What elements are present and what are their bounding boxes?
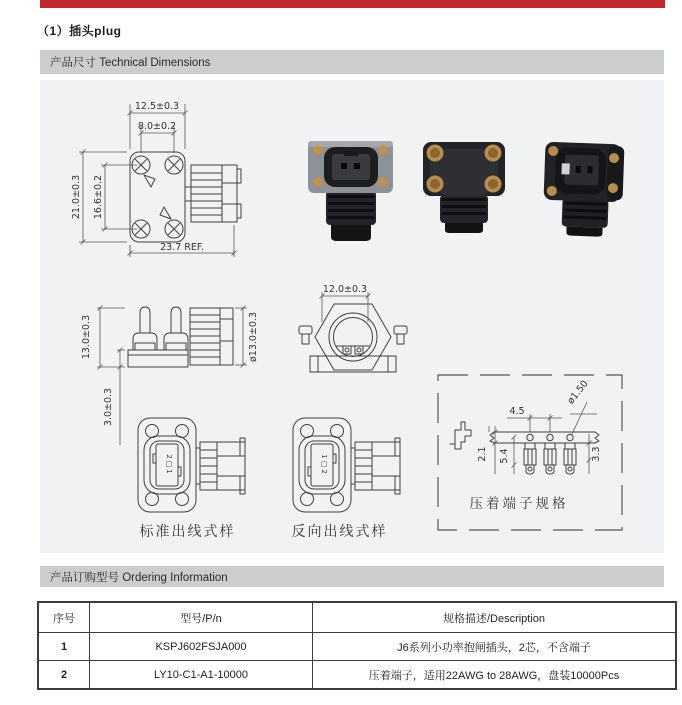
dim-terminal-length-a: 5.4 [499, 448, 510, 464]
page-title: （1）插头plug [37, 24, 122, 38]
standard-pin-marks: 2□1 [165, 454, 173, 476]
dim-side-diameter: ø13.0±0.3 [248, 311, 259, 363]
dim-terminal-hole: ø1.50 [565, 378, 591, 407]
header-description: 规格描述/Description [313, 602, 677, 633]
product-photo-back [418, 137, 510, 235]
dim-width-outer: 12.5±0.3 [134, 101, 180, 112]
dim-side-standoff: 3.0±0.3 [103, 387, 114, 427]
standard-outlet-caption: 标准出线式样 [139, 524, 236, 540]
row1-serial-no: 1 [38, 633, 90, 661]
table-row [38, 661, 676, 690]
dim-top-width: 12.0±0.3 [322, 284, 368, 295]
section-title-dimensions: 产品尺寸 Technical Dimensions [50, 57, 211, 69]
header-part-number: 型号/P/n [90, 602, 313, 633]
dim-width-ref: 23.7 REF. [160, 242, 204, 253]
front-view-drawing [60, 95, 275, 265]
section-title-ordering: 产品订购型号 Ordering Information [50, 571, 228, 584]
dim-terminal-strip-width: 2.1 [477, 446, 488, 462]
reverse-outlet-caption: 反向出线式样 [291, 524, 388, 540]
row1-description: J6系列小功率抱闸插头，2芯，不含端子 [313, 633, 677, 661]
dim-height-outer: 21.0±0.3 [71, 174, 82, 220]
reverse-outlet-drawing [280, 412, 410, 517]
dim-terminal-pitch: 4.5 [509, 406, 525, 417]
section-header-technical-dimensions [40, 50, 664, 74]
ordering-table-header-row [38, 602, 676, 633]
row2-part-number: LY10-C1-A1-10000 [90, 661, 313, 690]
top-view-drawing [298, 280, 408, 408]
product-photo-front [298, 133, 403, 248]
ordering-table [37, 601, 677, 690]
dim-width-inner: 8.0±0.2 [137, 121, 177, 132]
top-accent-bar [40, 0, 665, 8]
section-header-ordering-information [40, 566, 664, 587]
row2-description: 压着端子，适用22AWG to 28AWG，盘装10000Pcs [313, 661, 677, 690]
table-row [38, 633, 676, 661]
standard-outlet-drawing [125, 412, 255, 517]
product-photo-angle [537, 137, 627, 239]
terminal-spec-caption: 压着端子规格 [469, 496, 569, 512]
terminal-spec-drawing [437, 374, 623, 531]
row2-serial-no: 2 [38, 661, 90, 690]
dim-side-height: 13.0±0.3 [81, 314, 92, 360]
row1-part-number: KSPJ602FSJA000 [90, 633, 313, 661]
dim-height-inner: 16.6±0.2 [93, 174, 104, 220]
reverse-pin-marks: 1□2 [320, 454, 328, 476]
header-serial-no: 序号 [38, 602, 90, 633]
dim-terminal-length-b: 3.3 [591, 446, 602, 462]
